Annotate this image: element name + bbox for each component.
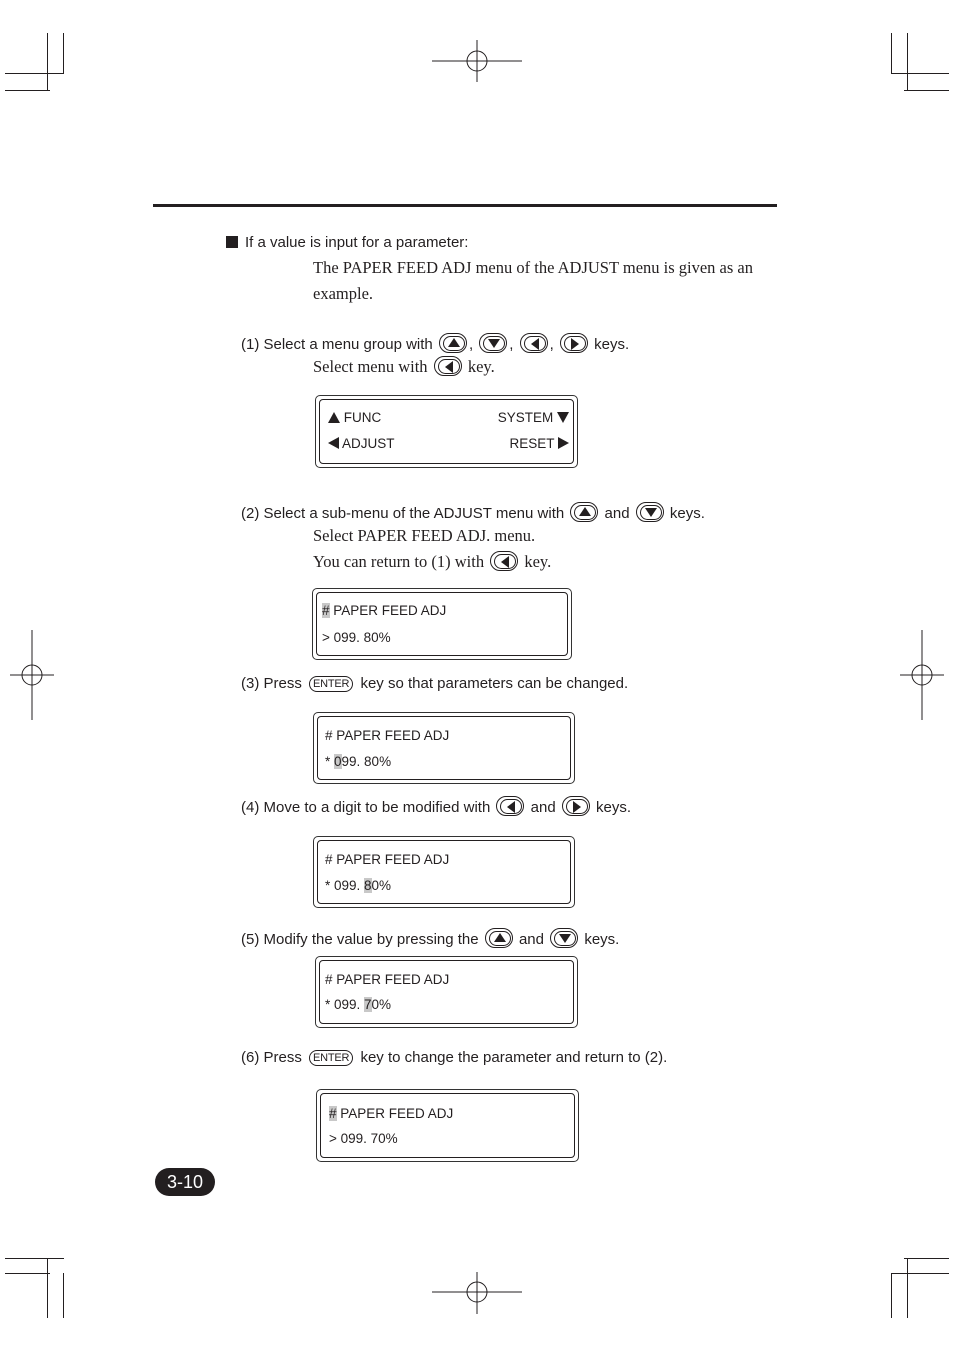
- up-triangle-icon: [328, 412, 340, 423]
- lcd-display-step5: # PAPER FEED ADJ * 099. 70%: [315, 956, 578, 1028]
- enter-key-icon: ENTER: [309, 676, 353, 692]
- square-bullet-icon: [226, 236, 238, 248]
- down-key-icon: [636, 502, 664, 522]
- right-triangle-icon: [558, 437, 569, 449]
- down-triangle-icon: [557, 412, 569, 423]
- lcd-menu-display: FUNC SYSTEM ADJUST RESET: [315, 395, 578, 468]
- step-6: (6) Press ENTER key to change the parameter and return to (2).: [241, 1049, 668, 1066]
- registration-target-right: [898, 628, 946, 722]
- right-key-icon: [562, 796, 590, 816]
- page-number: 3-10: [155, 1168, 215, 1196]
- cursor-highlight: 8: [364, 878, 372, 893]
- left-key-icon: [434, 356, 462, 376]
- right-key-icon: [560, 333, 588, 353]
- registration-target-left: [8, 628, 56, 722]
- lcd-display-step4: # PAPER FEED ADJ * 099. 80%: [313, 836, 575, 908]
- lcd-display-step2: # PAPER FEED ADJ > 099. 80%: [312, 588, 572, 660]
- down-key-icon: [550, 928, 578, 948]
- up-key-icon: [570, 502, 598, 522]
- header-rule: [153, 204, 777, 207]
- step-2-sub-1: Select PAPER FEED ADJ. menu.: [313, 526, 536, 545]
- cursor-highlight: 7: [364, 997, 372, 1012]
- cursor-highlight: 0: [334, 754, 342, 769]
- registration-target-top: [430, 38, 524, 84]
- lcd-display-step3: # PAPER FEED ADJ * 099. 80%: [313, 712, 575, 784]
- left-key-icon: [490, 551, 518, 571]
- down-key-icon: [479, 333, 507, 353]
- step-2-sub-2: You can return to (1) with key.: [313, 552, 552, 571]
- left-triangle-icon: [328, 437, 339, 449]
- cursor-highlight: #: [329, 1106, 337, 1121]
- cursor-highlight: #: [322, 603, 330, 618]
- lcd-display-step6: # PAPER FEED ADJ > 099. 70%: [316, 1089, 579, 1162]
- intro-line-1: The PAPER FEED ADJ menu of the ADJUST menu is given as an: [313, 258, 753, 277]
- left-key-icon: [496, 796, 524, 816]
- step-4: (4) Move to a digit to be modified with and keys.: [241, 796, 631, 816]
- intro-line-2: example.: [313, 284, 374, 303]
- step-2: (2) Select a sub-menu of the ADJUST menu with and keys.: [241, 502, 705, 522]
- left-key-icon: [520, 333, 548, 353]
- step-1-sub: Select menu with key.: [313, 357, 495, 376]
- up-key-icon: [439, 333, 467, 353]
- section-heading: If a value is input for a parameter:: [226, 234, 468, 251]
- registration-target-bottom: [430, 1270, 524, 1316]
- step-1: (1) Select a menu group with , , , keys.: [241, 333, 629, 353]
- enter-key-icon: ENTER: [309, 1050, 353, 1066]
- step-3: (3) Press ENTER key so that parameters can be changed.: [241, 675, 629, 692]
- up-key-icon: [485, 928, 513, 948]
- step-5: (5) Modify the value by pressing the and keys.: [241, 928, 619, 948]
